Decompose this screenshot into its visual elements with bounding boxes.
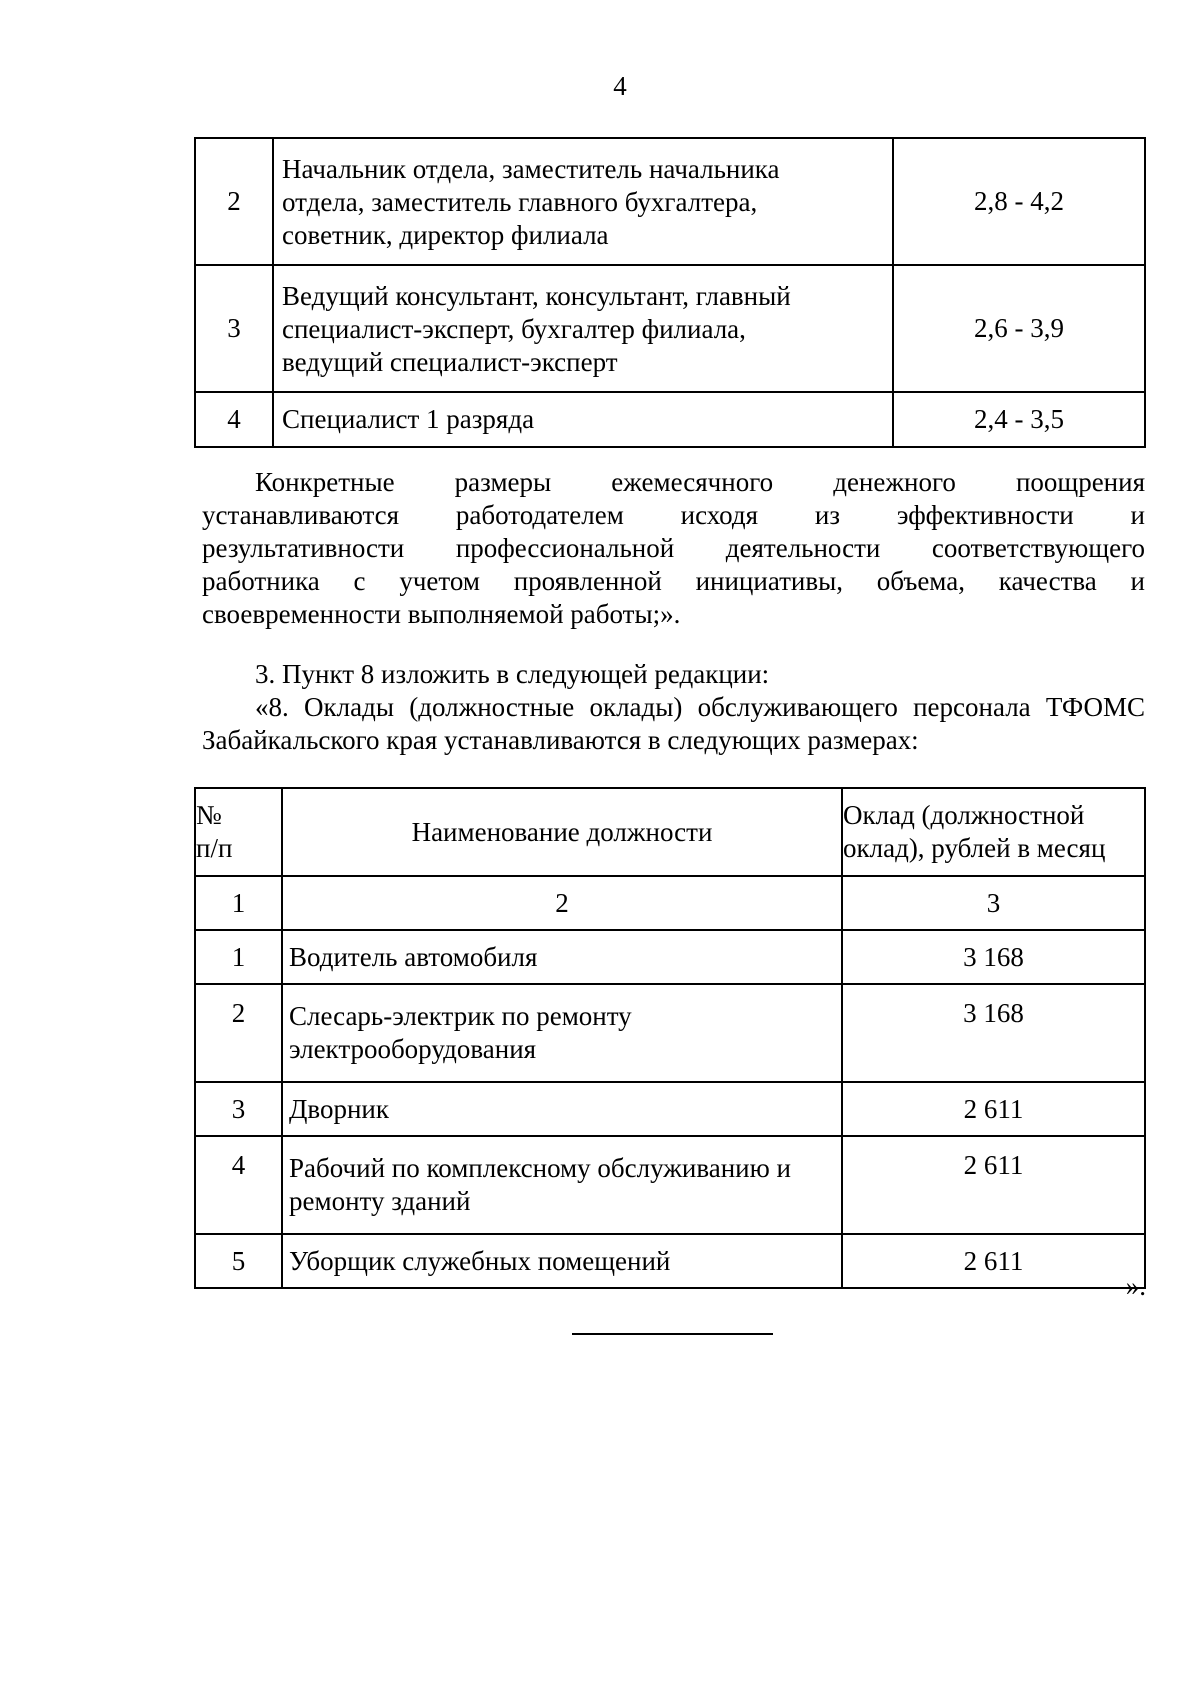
item-8-paragraph bbox=[202, 691, 1145, 757]
row-number: 3 bbox=[195, 1082, 282, 1136]
header-number-line: п/п bbox=[196, 833, 233, 863]
table-row bbox=[195, 1234, 1145, 1288]
position-title bbox=[273, 138, 893, 265]
position-title: Дворник bbox=[282, 1082, 842, 1136]
column-number: 1 bbox=[195, 876, 282, 930]
position-line: отдела, заместитель главного бухгалтера, bbox=[282, 187, 758, 217]
row-number: 3 bbox=[195, 265, 273, 392]
row-number: 4 bbox=[195, 392, 273, 447]
salary-value: 2 611 bbox=[842, 1136, 1145, 1234]
table-header-row bbox=[195, 788, 1145, 876]
salary-value: 3 168 bbox=[842, 930, 1145, 984]
paragraph-line: результативности профессиональной деятельности соответствующего bbox=[202, 533, 1145, 563]
position-title bbox=[273, 392, 893, 447]
salary-value: 2 611 bbox=[842, 1082, 1145, 1136]
item-3-paragraph: 3. Пункт 8 изложить в следующей редакции: bbox=[255, 659, 770, 689]
position-line: советник, директор филиала bbox=[282, 220, 609, 250]
closing-quote: ». bbox=[1125, 1271, 1146, 1301]
row-number: 1 bbox=[195, 930, 282, 984]
row-number: 2 bbox=[195, 984, 282, 1082]
paragraph-line: Конкретные размеры ежемесячного денежного поощрения bbox=[255, 467, 1145, 497]
column-number-row bbox=[195, 876, 1145, 930]
table-row bbox=[195, 1136, 1145, 1234]
bonus-paragraph bbox=[202, 466, 1145, 631]
position-title bbox=[282, 984, 842, 1082]
table-row bbox=[195, 392, 1145, 447]
position-title: Водитель автомобиля bbox=[282, 930, 842, 984]
paragraph-line: устанавливаются работодателем исходя из эффективности и bbox=[202, 500, 1145, 530]
table-row bbox=[195, 265, 1145, 392]
header-number-line: № bbox=[196, 800, 222, 830]
row-number: 2 bbox=[195, 138, 273, 265]
column-number: 2 bbox=[282, 876, 842, 930]
row-number: 4 bbox=[195, 1136, 282, 1234]
position-title: Уборщик служебных помещений bbox=[282, 1234, 842, 1288]
header-salary bbox=[842, 788, 1145, 876]
position-line: Рабочий по комплексному обслуживанию и bbox=[289, 1153, 791, 1183]
coefficient-value: 2,6 - 3,9 bbox=[893, 265, 1145, 392]
table-row bbox=[195, 1082, 1145, 1136]
position-title bbox=[273, 265, 893, 392]
header-salary-line: оклад), рублей в месяц bbox=[843, 833, 1106, 863]
page-number: 4 bbox=[613, 71, 627, 101]
position-line: Начальник отдела, заместитель начальника bbox=[282, 154, 780, 184]
salary-value: 3 168 bbox=[842, 984, 1145, 1082]
position-line: Слесарь-электрик по ремонту bbox=[289, 1001, 632, 1031]
position-line: Ведущий консультант, консультант, главный bbox=[282, 281, 791, 311]
position-line: специалист-эксперт, бухгалтер филиала, bbox=[282, 314, 746, 344]
position-line: Специалист 1 разряда bbox=[282, 404, 535, 434]
header-position: Наименование должности bbox=[282, 788, 842, 876]
header-number bbox=[195, 788, 282, 876]
coefficient-value: 2,8 - 4,2 bbox=[893, 138, 1145, 265]
row-number: 5 bbox=[195, 1234, 282, 1288]
paragraph-line: работника с учетом проявленной инициативы, объема, качества и bbox=[202, 566, 1145, 596]
paragraph-line: «8. Оклады (должностные оклады) обслуживающего персонала ТФОМС bbox=[255, 692, 1145, 722]
salary-value: 2 611 bbox=[842, 1234, 1145, 1288]
table-row bbox=[195, 930, 1145, 984]
table-row bbox=[195, 138, 1145, 265]
position-line: ремонту зданий bbox=[289, 1186, 471, 1216]
coefficient-value: 2,4 - 3,5 bbox=[893, 392, 1145, 447]
column-number: 3 bbox=[842, 876, 1145, 930]
table-row bbox=[195, 984, 1145, 1082]
paragraph-line: Забайкальского края устанавливаются в следующих размерах: bbox=[202, 725, 919, 755]
position-title bbox=[282, 1136, 842, 1234]
salary-table bbox=[194, 787, 1146, 1289]
header-salary-line: Оклад (должностной bbox=[843, 800, 1085, 830]
coefficient-table bbox=[194, 137, 1146, 448]
position-line: электрооборудования bbox=[289, 1034, 537, 1064]
position-line: ведущий специалист-эксперт bbox=[282, 347, 618, 377]
separator-line bbox=[572, 1333, 773, 1335]
paragraph-line: своевременности выполняемой работы;». bbox=[202, 599, 681, 629]
